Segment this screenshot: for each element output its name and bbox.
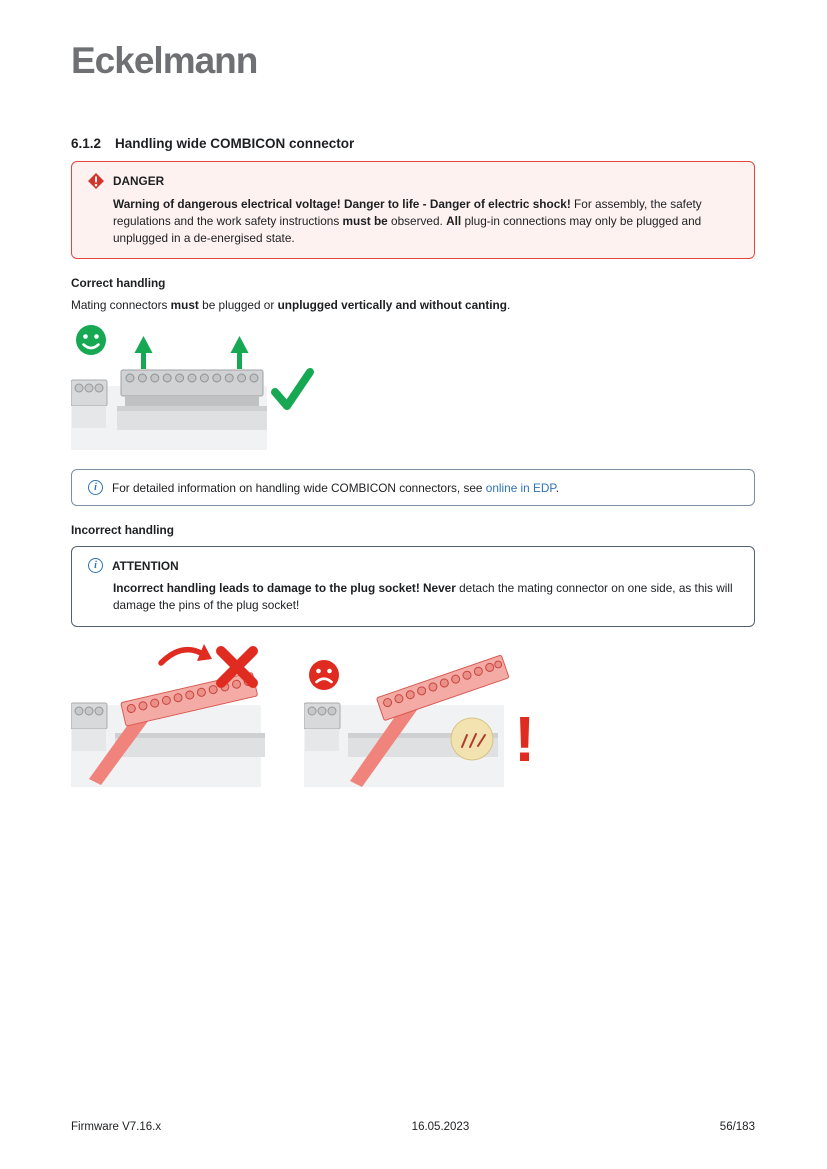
exclamation-mark-icon: !	[514, 702, 536, 775]
edp-link[interactable]: online in EDP	[485, 480, 556, 495]
attention-box	[71, 546, 755, 627]
correct-figure-svg	[71, 322, 316, 450]
attention-title: ATTENTION	[112, 558, 179, 573]
danger-box-header	[88, 173, 740, 189]
wide-combicon-connector	[117, 370, 267, 430]
danger-body: Warning of dangerous electrical voltage! Danger to life - Danger of electric shock! For assembly, the safety regulations and the work safety instructions must be observed. All plug-in connections may only be plugged and unplugged in a de-energised state.	[113, 197, 702, 245]
sad-face-icon	[309, 660, 339, 690]
correct-handling-heading: Correct handling	[71, 276, 166, 291]
footer-date: 16.05.2023	[411, 1121, 470, 1133]
correct-handling-text: Mating connectors must be plugged or unplugged vertically and without canting.	[71, 298, 511, 313]
correct-handling-figure	[71, 322, 755, 455]
danger-title: DANGER	[113, 174, 165, 188]
section-number: 6.1.2	[71, 136, 102, 151]
attention-body: Incorrect handling leads to damage to the plug socket! Never detach the mating connector on one side, as this will damage the pins of the plug socket!	[113, 581, 733, 612]
incorrect-figure-right-svg	[304, 639, 539, 787]
danger-icon	[88, 173, 104, 189]
info-box	[71, 469, 755, 506]
footer-firmware-version: Firmware V7.16.x	[71, 1121, 162, 1133]
up-arrow-icon	[231, 336, 249, 369]
section-heading	[71, 136, 755, 151]
damaged-pins-highlight	[451, 718, 493, 760]
brand-logo: Eckelmann	[71, 40, 258, 81]
small-terminal-connector	[71, 380, 107, 428]
attention-info-icon: i	[88, 558, 103, 573]
checkmark-icon	[275, 372, 310, 406]
page-footer	[71, 1121, 755, 1133]
info-text: For detailed information on handling wide COMBICON connectors, see online in EDP.	[112, 480, 560, 495]
incorrect-handling-figures	[71, 639, 755, 787]
up-arrow-icon	[135, 336, 153, 369]
incorrect-figure-left-svg	[71, 639, 266, 787]
page-content	[71, 0, 755, 787]
info-icon: i	[88, 480, 103, 495]
footer-page-number: 56/183	[719, 1121, 755, 1133]
attention-box-header	[88, 558, 740, 573]
happy-face-icon	[76, 325, 106, 355]
section-title: Handling wide COMBICON connector	[115, 136, 355, 151]
plug-socket-base	[115, 733, 265, 757]
small-terminal-connector	[71, 703, 107, 751]
danger-box	[71, 161, 755, 259]
incorrect-handling-heading: Incorrect handling	[71, 523, 174, 537]
small-terminal-connector	[304, 703, 340, 751]
curved-arrow-icon	[161, 644, 212, 663]
